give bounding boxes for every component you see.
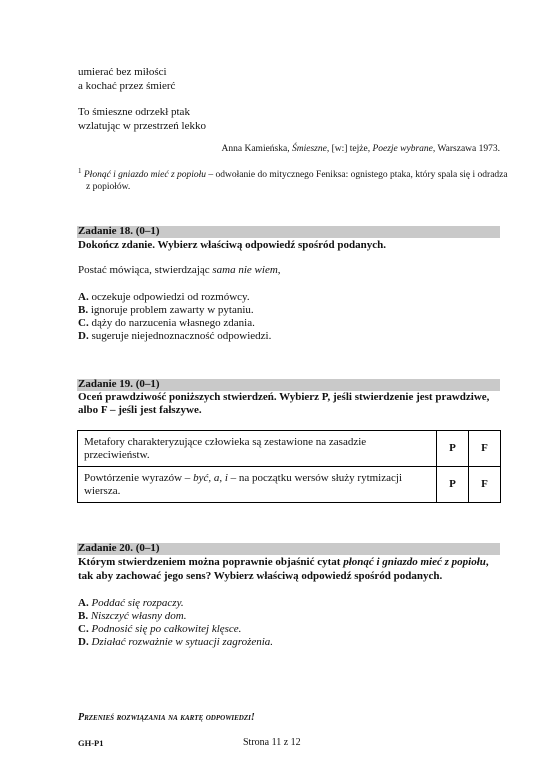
option-text: Podnosić się po całkowitej klęsce. (88, 623, 242, 635)
statement-text: – na początku wersów służy rytmizacji (227, 471, 402, 484)
task-stem (78, 264, 281, 277)
poem-line: a kochać przez śmierć (78, 80, 176, 92)
citation-book: Poezje wybrane (372, 144, 433, 154)
statement-text: Powtórzenie wyrazów – (84, 471, 194, 484)
citation-title: Śmieszne (291, 144, 327, 154)
statement-text-continued: przeciwieństw. (84, 448, 150, 461)
poem-citation (222, 143, 500, 155)
option-text: sugeruje niejednoznaczność odpowiedzi. (88, 330, 272, 342)
option-letter: C. (78, 623, 89, 635)
citation-author: Anna Kamieńska, (221, 144, 292, 154)
citation-mid: , [w:] tejże, (326, 144, 373, 154)
instruction-quote: płonąć i gniazdo mieć z popiołu (343, 556, 486, 568)
option-text: Poddać się rozpaczy. (88, 597, 184, 609)
task-header: Zadanie 20. (0–1) (78, 542, 160, 554)
option-letter: D. (78, 330, 89, 342)
option-letter: B. (78, 304, 89, 316)
table-row (78, 431, 501, 467)
option-text: ignoruje problem zawarty w pytaniu. (88, 304, 254, 316)
option-text: dąży do narzucenia własnego zdania. (88, 317, 255, 329)
option-letter: A. (78, 597, 89, 609)
task-header: Zadanie 19. (0–1) (78, 378, 160, 390)
footnote (78, 165, 508, 193)
option-text: oczekuje odpowiedzi od rozmówcy. (88, 291, 250, 303)
option-letter: D. (78, 636, 89, 648)
citation-end: , Warszawa 1973. (432, 144, 500, 154)
answer-option-c[interactable] (78, 317, 255, 330)
instruction-text: Którym stwierdzeniem można poprawnie objaśnić cytat (78, 556, 344, 568)
option-letter: C. (78, 317, 89, 329)
footnote-text: – odwołanie do mitycznego Feniksa: ognistego ptaka, który spala się i odradza (206, 170, 508, 181)
task-instruction: Oceń prawdziwość poniższych stwierdzeń. Wybierz P, jeśli stwierdzenie jest prawdziwe, (78, 391, 490, 403)
answer-option-b[interactable] (78, 610, 186, 623)
instruction-punct: , (485, 556, 489, 568)
task-instruction-continued: albo F – jeśli jest fałszywe. (78, 404, 202, 416)
true-false-table (77, 430, 501, 503)
answer-f-cell[interactable]: F (469, 431, 501, 467)
answer-option-c[interactable] (78, 623, 241, 636)
task-instruction (78, 556, 489, 569)
answer-option-a[interactable] (78, 291, 250, 304)
option-text: Działać rozważnie w sytuacji zagrożenia. (88, 636, 274, 648)
statement-text: Metafory charakteryzujące człowieka są zestawione na zasadzie (84, 435, 367, 448)
page-number: Strona 11 z 12 (243, 737, 301, 748)
task-instruction: Dokończ zdanie. Wybierz właściwą odpowiedź spośród podanych. (78, 239, 387, 251)
statement-cell (78, 431, 437, 467)
statement-cell (78, 467, 437, 503)
footnote-text-continued: z popiołów. (86, 182, 131, 193)
footnote-quote: Płonąć i gniazdo mieć z popiołu (83, 170, 207, 181)
stem-quote: sama nie wiem (212, 264, 278, 276)
answer-option-d[interactable] (78, 636, 273, 649)
answer-option-a[interactable] (78, 597, 184, 610)
answer-option-d[interactable] (78, 330, 271, 343)
poem-line: wzlatując w przestrzeń lekko (78, 120, 206, 132)
option-text: Niszczyć własny dom. (88, 610, 187, 622)
table-row (78, 467, 501, 503)
answer-p-cell[interactable]: P (437, 431, 469, 467)
statement-text-continued: wiersza. (84, 484, 121, 497)
task-instruction-continued: tak aby zachować jego sens? Wybierz właściwą odpowiedź spośród podanych. (78, 570, 443, 582)
answer-option-b[interactable] (78, 304, 254, 317)
answer-p-cell[interactable]: P (437, 467, 469, 503)
answer-f-cell[interactable]: F (469, 467, 501, 503)
poem-line: umierać bez miłości (78, 66, 167, 78)
statement-quote: być, a, i (193, 471, 228, 484)
footnote-marker: 1 (78, 167, 82, 175)
task-header: Zadanie 18. (0–1) (78, 225, 160, 237)
transfer-answers-note: Przenieś rozwiązania na kartę odpowiedzi! (78, 712, 255, 723)
exam-code: GH-P1 (78, 738, 104, 748)
stem-text: Postać mówiąca, stwierdzając (78, 264, 213, 276)
option-letter: B. (78, 610, 89, 622)
poem-line: To śmieszne odrzekł ptak (78, 106, 190, 118)
stem-punct: , (277, 264, 281, 276)
option-letter: A. (78, 291, 89, 303)
